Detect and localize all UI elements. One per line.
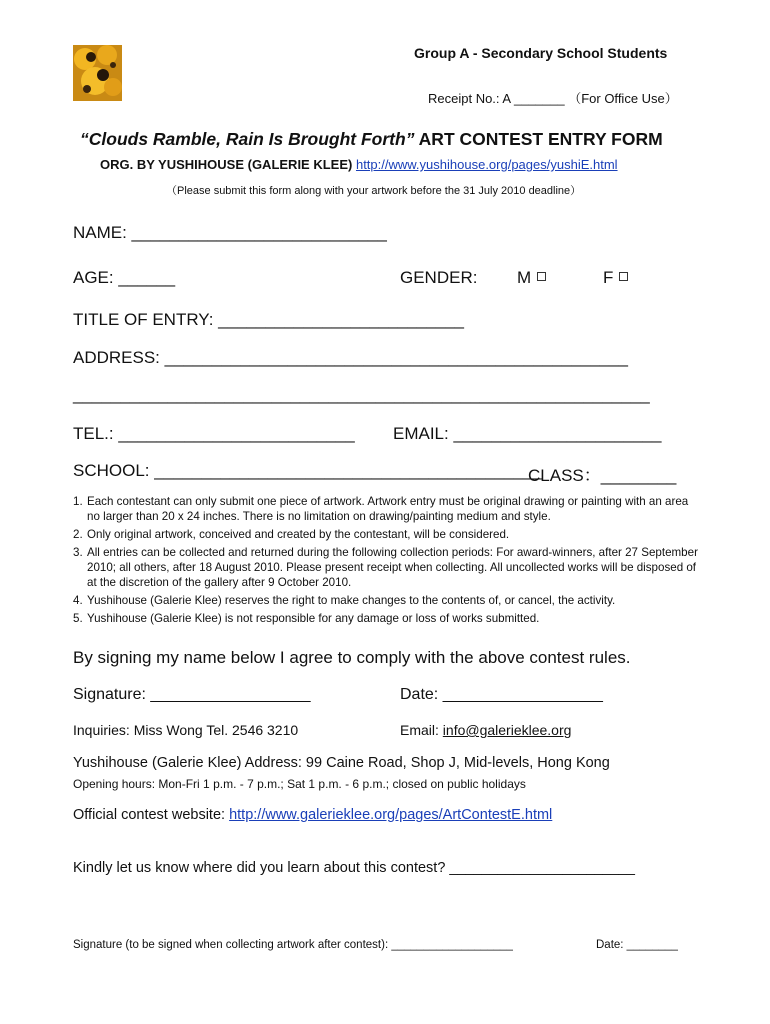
class-field[interactable]: CLASS：________ bbox=[528, 466, 677, 485]
gender-male-option[interactable] bbox=[517, 268, 546, 288]
group-label: Group A - Secondary School Students bbox=[414, 45, 668, 61]
contest-name: “Clouds Ramble, Rain Is Brought Forth” bbox=[80, 129, 415, 149]
receipt-number: Receipt No.: A _______ （For Office Use） bbox=[428, 91, 678, 106]
collection-signature-field[interactable]: Signature (to be signed when collecting artwork after contest): ___________________ bbox=[73, 939, 513, 951]
inquiries-contact: Inquiries: Miss Wong Tel. 2546 3210 bbox=[73, 722, 299, 738]
source-question-field[interactable]: Kindly let us know where did you learn about this contest? _______________________ bbox=[73, 860, 635, 876]
official-website bbox=[73, 807, 552, 823]
rule-item: 1. Each contestant can only submit one piece of artwork. Artwork entry must be original drawing or painting with an area no larger than 20 x 24 inches. There is no limitation on drawing/painting medium and style. bbox=[73, 495, 689, 523]
entry-title-field[interactable]: TITLE OF ENTRY: __________________________ bbox=[73, 310, 464, 329]
email-label: Email: bbox=[400, 722, 443, 738]
submission-note: （Please submit this form along with your artwork before the 31 July 2010 deadline） bbox=[166, 185, 582, 197]
email-link[interactable]: info@galerieklee.org bbox=[442, 722, 572, 738]
female-checkbox[interactable] bbox=[619, 272, 628, 281]
agreement-statement: By signing my name below I agree to comply with the above contest rules. bbox=[73, 648, 631, 667]
male-checkbox[interactable] bbox=[537, 272, 546, 281]
tel-field[interactable]: TEL.: _________________________ bbox=[73, 424, 355, 443]
form-title-rest: ART CONTEST ENTRY FORM bbox=[414, 129, 663, 149]
gender-female-label: F bbox=[603, 268, 614, 287]
rule-item: 4. Yushihouse (Galerie Klee) reserves the right to make changes to the contents of, or cancel, the activity. bbox=[73, 594, 616, 607]
collection-date-field[interactable]: Date: ________ bbox=[596, 939, 678, 951]
rule-item: 2. Only original artwork, conceived and created by the contestant, will be considered. bbox=[73, 528, 510, 541]
date-field[interactable]: Date: __________________ bbox=[400, 686, 603, 703]
organizer-link[interactable]: http://www.yushihouse.org/pages/yushiE.html bbox=[355, 157, 618, 172]
contact-email bbox=[400, 722, 571, 738]
website-label: Official contest website: bbox=[73, 807, 230, 823]
gender-label: GENDER: bbox=[400, 268, 478, 287]
organizer-line bbox=[100, 157, 618, 172]
website-link[interactable]: http://www.galerieklee.org/pages/ArtContestE.html bbox=[229, 807, 553, 823]
form-title bbox=[80, 129, 663, 150]
email-field[interactable]: EMAIL: ______________________ bbox=[393, 424, 662, 443]
gallery-address: Yushihouse (Galerie Klee) Address: 99 Caine Road, Shop J, Mid-levels, Hong Kong bbox=[73, 755, 610, 771]
rule-item: 3. All entries can be collected and returned during the following collection periods: For award-winners, after 27 September 2010; all others, after 18 August 2010. Please present receipt when collecting. All uncollected works will be disposed of at the discretion of the gallery after 9 October 2010. bbox=[73, 546, 698, 589]
rule-item: 5. Yushihouse (Galerie Klee) is not responsible for any damage or loss of works submitted. bbox=[73, 612, 540, 625]
school-field[interactable]: SCHOOL: _________________________________________ bbox=[73, 461, 542, 480]
age-field[interactable]: AGE: ______ bbox=[73, 268, 176, 287]
gender-male-label: M bbox=[517, 268, 532, 287]
address-field[interactable]: ADDRESS: _________________________________________________ bbox=[73, 348, 628, 367]
organizer-label: ORG. BY YUSHIHOUSE (GALERIE KLEE) bbox=[100, 157, 353, 172]
gallery-logo bbox=[73, 45, 122, 101]
signature-field[interactable]: Signature: __________________ bbox=[73, 686, 311, 703]
name-field[interactable]: NAME: ___________________________ bbox=[73, 223, 387, 242]
gender-female-option[interactable] bbox=[603, 268, 628, 288]
address-line2-field[interactable]: _____________________________________________________________ bbox=[73, 385, 650, 404]
contest-rules bbox=[73, 494, 703, 629]
opening-hours: Opening hours: Mon-Fri 1 p.m. - 7 p.m.; Sat 1 p.m. - 6 p.m.; closed on public holidays bbox=[73, 777, 526, 791]
